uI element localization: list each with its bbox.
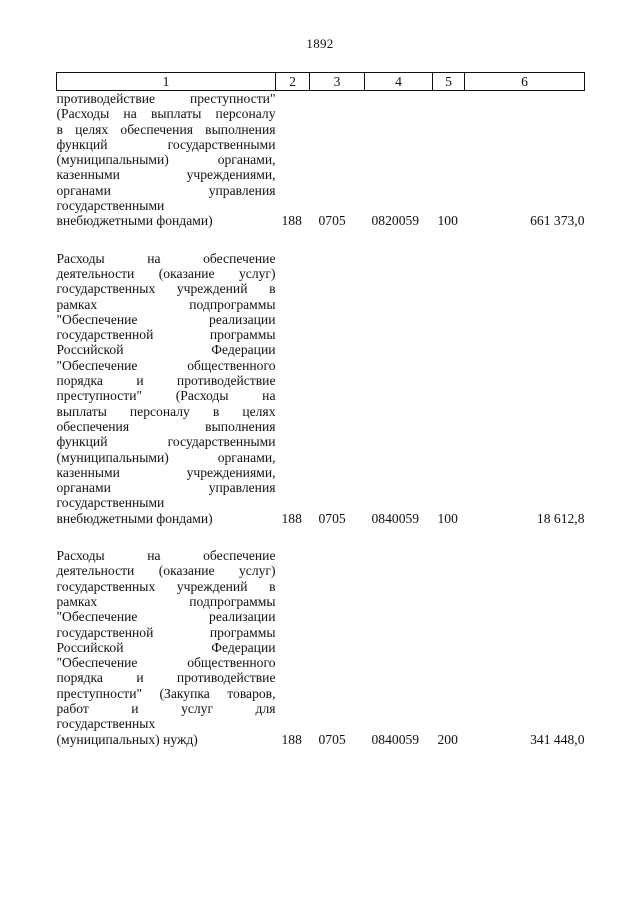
target-article-code: 0820059: [371, 213, 420, 229]
grbs-code: 188: [281, 731, 302, 747]
description-line: функций государственными: [56, 434, 276, 450]
description-line: работ и услуг для: [56, 700, 276, 716]
description-line: рамках подпрограммы: [56, 296, 276, 312]
section-code: 0705: [318, 510, 346, 526]
section-code: 0705: [318, 731, 346, 747]
description-line: "Обеспечение общественного: [56, 655, 276, 671]
description-line: функций государственными: [56, 136, 276, 152]
description-line: Расходы на обеспечение: [56, 250, 276, 266]
description-line: противодействие преступности": [56, 91, 276, 106]
grbs-code: 188: [281, 510, 302, 526]
description-line: "Обеспечение реализации: [56, 311, 276, 327]
amount: 18 612,8: [536, 510, 585, 526]
description-line: органами управления: [56, 182, 276, 198]
description-line: государственными: [56, 198, 165, 214]
description-line: органами управления: [56, 480, 276, 496]
description-line: преступности" (Закупка товаров,: [56, 685, 276, 701]
header-col-3: 3: [310, 73, 365, 91]
description-line: преступности" (Расходы на: [56, 388, 276, 404]
description-line: внебюджетными фондами): [56, 510, 213, 526]
description-line: обеспечения выполнения: [56, 418, 276, 434]
description-line: (Расходы на выплаты персоналу: [56, 106, 276, 122]
description-line: государственных учреждений в: [56, 281, 276, 297]
description-line: в целях обеспечения выполнения: [56, 121, 276, 137]
target-article-code: 0840059: [371, 510, 420, 526]
description-line: (муниципальных) нужд): [56, 731, 198, 747]
header-col-6: 6: [465, 73, 585, 91]
section-code: 0705: [318, 213, 346, 229]
row-spacer: [57, 229, 585, 251]
description-line: "Обеспечение реализации: [56, 609, 276, 625]
page-number: 1892: [306, 36, 334, 51]
description-line: порядка и противодействие: [56, 373, 276, 389]
description-line: Российской Федерации: [56, 639, 276, 655]
table-row: [57, 251, 585, 526]
header-col-2: 2: [276, 73, 310, 91]
amount: 341 448,0: [530, 731, 585, 747]
description-line: "Обеспечение общественного: [56, 357, 276, 373]
description-line: порядка и противодействие: [56, 670, 276, 686]
description-line: государственной программы: [56, 624, 276, 640]
expense-type-code: 100: [437, 213, 458, 229]
description-line: Расходы на обеспечение: [56, 548, 276, 564]
row-spacer: [57, 526, 585, 548]
description-line: государственных учреждений в: [56, 578, 276, 594]
description-line: (муниципальными) органами,: [56, 152, 276, 168]
expense-type-code: 100: [437, 510, 458, 526]
row-description: [57, 91, 276, 229]
header-col-4: 4: [365, 73, 433, 91]
description-line: выплаты персоналу в целях: [56, 403, 276, 419]
row-description: [57, 548, 276, 747]
header-col-1: 1: [57, 73, 276, 91]
description-line: деятельности (оказание услуг): [56, 563, 276, 579]
description-line: внебюджетными фондами): [56, 213, 213, 229]
description-line: государственными: [56, 495, 165, 511]
description-line: (муниципальными) органами,: [56, 449, 276, 465]
expense-type-code: 200: [437, 731, 458, 747]
description-line: казенными учреждениями,: [56, 464, 276, 480]
table-row: [57, 548, 585, 747]
grbs-code: 188: [281, 213, 302, 229]
description-line: Российской Федерации: [56, 342, 276, 358]
description-line: казенными учреждениями,: [56, 167, 276, 183]
description-line: рамках подпрограммы: [56, 593, 276, 609]
description-line: государственных: [56, 716, 156, 732]
row-description: [57, 251, 276, 526]
budget-table: [56, 72, 585, 747]
description-line: государственной программы: [56, 327, 276, 343]
description-line: деятельности (оказание услуг): [56, 265, 276, 281]
table-row: [57, 91, 585, 229]
target-article-code: 0840059: [371, 731, 420, 747]
header-col-5: 5: [433, 73, 465, 91]
amount: 661 373,0: [530, 213, 585, 229]
table-header-row: [57, 73, 585, 91]
